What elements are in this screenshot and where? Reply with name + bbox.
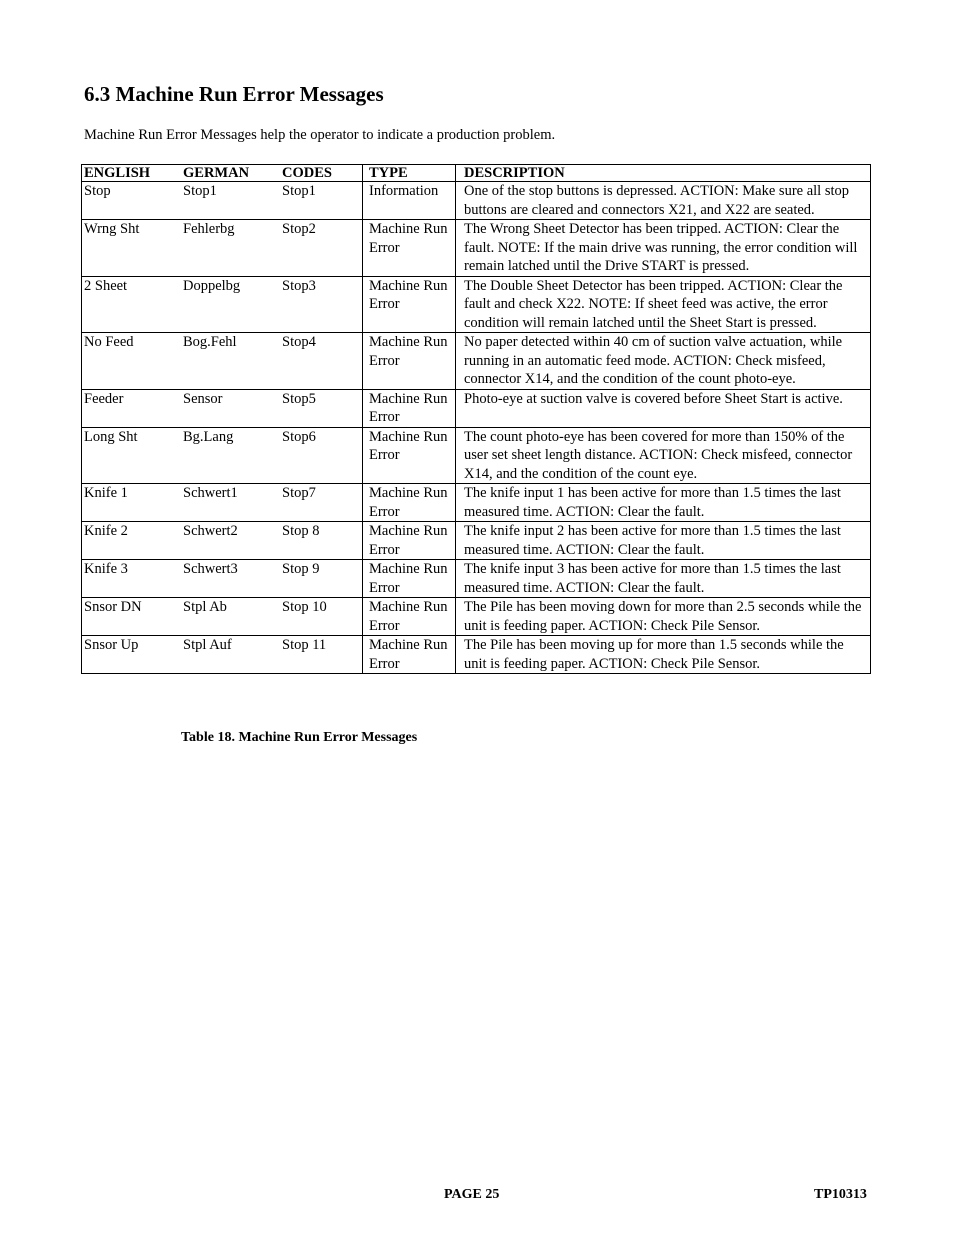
cell-type: Machine Run Error <box>363 484 456 522</box>
cell-description: The Pile has been moving down for more than 2.5 seconds while the unit is feeding paper. ACTION: Check Pile Sensor. <box>456 598 871 636</box>
cell-code: Stop 8 <box>280 522 363 560</box>
document-code: TP10313 <box>814 1187 867 1202</box>
table-body <box>82 182 871 674</box>
page-number: PAGE 25 <box>444 1187 500 1202</box>
cell-english: Wrng Sht <box>82 220 182 277</box>
table-row <box>82 427 871 484</box>
error-messages-table <box>81 164 871 674</box>
section-intro: Machine Run Error Messages help the operator to indicate a production problem. <box>84 127 556 143</box>
cell-german: Sensor <box>181 389 280 427</box>
table-row <box>82 220 871 277</box>
table-row <box>82 636 871 674</box>
cell-description: Photo-eye at suction valve is covered before Sheet Start is active. <box>456 389 871 427</box>
cell-english: Knife 2 <box>82 522 182 560</box>
cell-code: Stop1 <box>280 182 363 220</box>
cell-type: Machine Run Error <box>363 389 456 427</box>
cell-code: Stop6 <box>280 427 363 484</box>
column-header-english: ENGLISH <box>82 165 182 182</box>
cell-english: Snsor DN <box>82 598 182 636</box>
cell-german: Schwert1 <box>181 484 280 522</box>
cell-type: Machine Run Error <box>363 598 456 636</box>
cell-german: Doppelbg <box>181 276 280 333</box>
cell-english: Snsor Up <box>82 636 182 674</box>
cell-german: Stpl Auf <box>181 636 280 674</box>
cell-code: Stop 10 <box>280 598 363 636</box>
cell-english: Knife 3 <box>82 560 182 598</box>
cell-german: Fehlerbg <box>181 220 280 277</box>
cell-code: Stop4 <box>280 333 363 390</box>
cell-type: Machine Run Error <box>363 276 456 333</box>
cell-german: Bg.Lang <box>181 427 280 484</box>
cell-type: Machine Run Error <box>363 522 456 560</box>
cell-description: The Double Sheet Detector has been tripped. ACTION: Clear the fault and check X22. NOTE: If sheet feed was active, the error condition will remain latched until the Sheet Start is pressed. <box>456 276 871 333</box>
cell-code: Stop2 <box>280 220 363 277</box>
cell-description: The Wrong Sheet Detector has been tripped. ACTION: Clear the fault. NOTE: If the main drive was running, the error condition will remain latched until the Drive START is pressed. <box>456 220 871 277</box>
cell-english: Stop <box>82 182 182 220</box>
cell-english: Feeder <box>82 389 182 427</box>
cell-code: Stop7 <box>280 484 363 522</box>
cell-type: Machine Run Error <box>363 333 456 390</box>
cell-type: Information <box>363 182 456 220</box>
cell-type: Machine Run Error <box>363 560 456 598</box>
cell-type: Machine Run Error <box>363 427 456 484</box>
column-header-codes: CODES <box>280 165 363 182</box>
cell-type: Machine Run Error <box>363 220 456 277</box>
table-row <box>82 522 871 560</box>
cell-german: Bog.Fehl <box>181 333 280 390</box>
cell-german: Schwert2 <box>181 522 280 560</box>
table-header-row <box>82 165 871 182</box>
cell-english: No Feed <box>82 333 182 390</box>
table-caption: Table 18. Machine Run Error Messages <box>181 730 418 745</box>
cell-english: Knife 1 <box>82 484 182 522</box>
column-header-type: TYPE <box>363 165 456 182</box>
cell-english: 2 Sheet <box>82 276 182 333</box>
table-row <box>82 598 871 636</box>
cell-code: Stop 11 <box>280 636 363 674</box>
cell-code: Stop5 <box>280 389 363 427</box>
cell-description: The knife input 3 has been active for more than 1.5 times the last measured time. ACTION: Clear the fault. <box>456 560 871 598</box>
cell-description: The Pile has been moving up for more than 1.5 seconds while the unit is feeding paper. ACTION: Check Pile Sensor. <box>456 636 871 674</box>
cell-description: The count photo-eye has been covered for more than 150% of the user set sheet length distance. ACTION: Check misfeed, connector X14, and the condition of the count eye. <box>456 427 871 484</box>
table-row <box>82 276 871 333</box>
table-row <box>82 182 871 220</box>
cell-code: Stop3 <box>280 276 363 333</box>
column-header-description: DESCRIPTION <box>456 165 871 182</box>
cell-description: The knife input 1 has been active for more than 1.5 times the last measured time. ACTION: Clear the fault. <box>456 484 871 522</box>
column-header-german: GERMAN <box>181 165 280 182</box>
cell-german: Stop1 <box>181 182 280 220</box>
table-row <box>82 389 871 427</box>
cell-english: Long Sht <box>82 427 182 484</box>
cell-german: Schwert3 <box>181 560 280 598</box>
table-row <box>82 333 871 390</box>
cell-description: The knife input 2 has been active for more than 1.5 times the last measured time. ACTION: Clear the fault. <box>456 522 871 560</box>
section-title: 6.3 Machine Run Error Messages <box>84 82 384 106</box>
table-row <box>82 484 871 522</box>
cell-description: No paper detected within 40 cm of suction valve actuation, while running in an automatic feed mode. ACTION: Check misfeed, connector X14, and the condition of the count photo-eye. <box>456 333 871 390</box>
table-row <box>82 560 871 598</box>
cell-description: One of the stop buttons is depressed. ACTION: Make sure all stop buttons are cleared and connectors X21, and X22 are seated. <box>456 182 871 220</box>
cell-german: Stpl Ab <box>181 598 280 636</box>
cell-type: Machine Run Error <box>363 636 456 674</box>
cell-code: Stop 9 <box>280 560 363 598</box>
